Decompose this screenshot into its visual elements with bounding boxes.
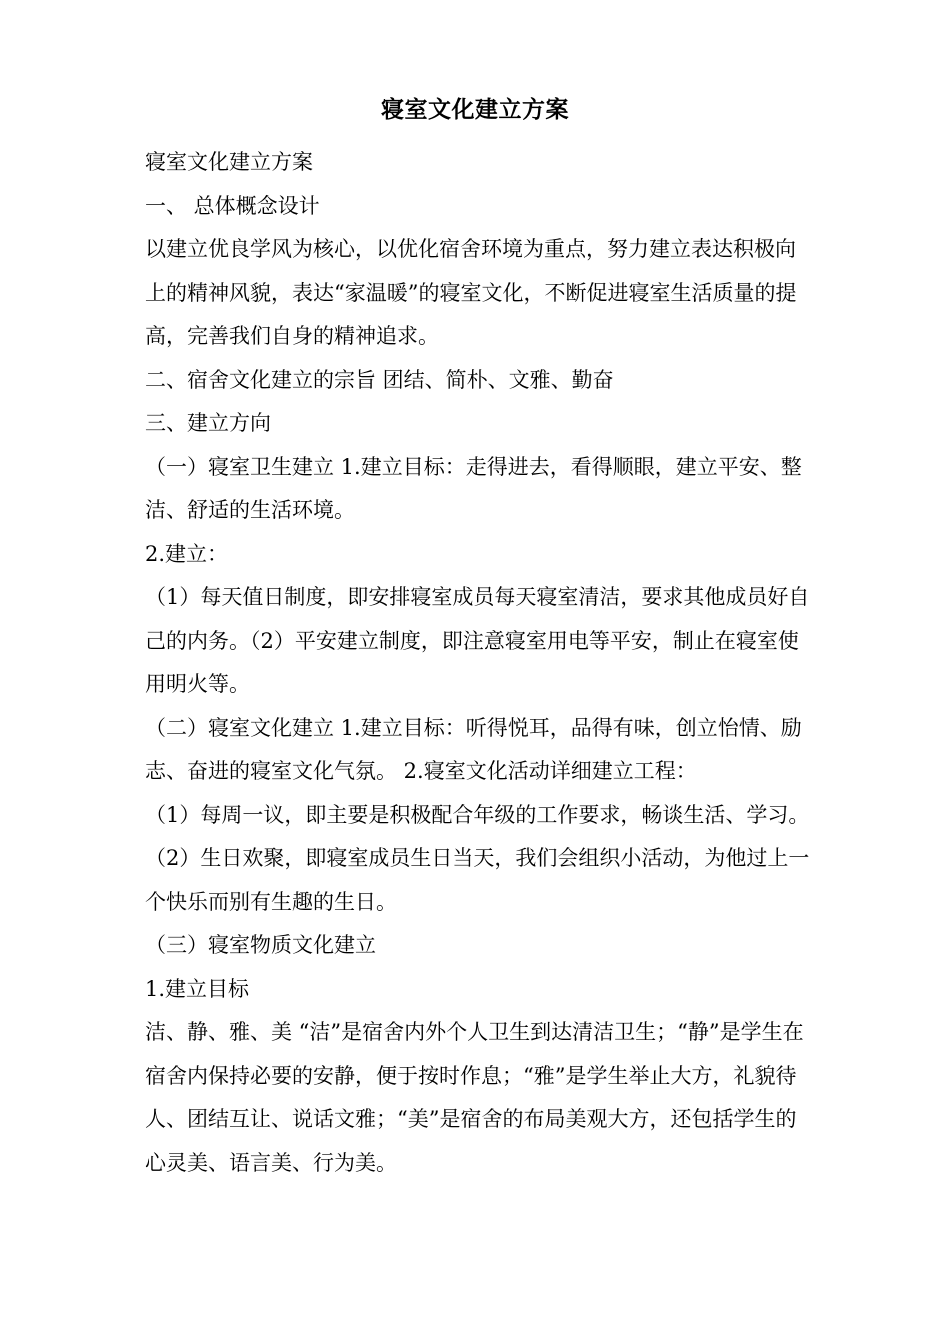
paragraph-section-1-heading: 一、 总体概念设计 xyxy=(145,193,320,218)
paragraph-concept: 以建立优良学风为核心，以优化宿舍环境为重点，努力建立表达积极向上的精神风貌，表达“家温暖”的寝室文化，不断促进寝室生活质量的提高，完善我们自身的精神追求。 xyxy=(145,237,797,348)
paragraph-section-3-heading: 三、建立方向 xyxy=(145,411,271,435)
paragraph-hygiene-goal: （一）寝室卫生建立 1.建立目标：走得进去，看得顺眼，建立平安、整洁、舒适的生活环境。 xyxy=(145,454,802,522)
paragraph-hygiene-build-heading: 2.建立： xyxy=(145,541,229,566)
paragraph-culture-goal: （二）寝室文化建立 1.建立目标：听得悦耳，品得有味，创立怡情、励志、奋进的寝室文化气氛。 2.寝室文化活动详细建立工程： xyxy=(145,715,802,783)
paragraph-section-2-heading: 二、宿舍文化建立的宗旨 团结、简朴、文雅、勤奋 xyxy=(145,367,614,392)
paragraph-material-goal: 洁、静、雅、美 “洁”是宿舍内外个人卫生到达清洁卫生；“静”是学生在宿舍内保持必要的安静，便于按时作息；“雅”是学生举止大方，礼貌待人、团结互让、说话文雅；“美”是宿舍的布局美观大方，还包括学生的心灵美、语言美、行为美。 xyxy=(145,1020,804,1175)
document-title: 寝室文化建立方案 xyxy=(381,97,569,123)
paragraph-hygiene-rules: （1）每天值日制度，即安排寝室成员每天寝室清洁，要求其他成员好自己的内务。（2）平安建立制度，即注意寝室用电等平安，制止在寝室使用明火等。 xyxy=(145,585,810,696)
paragraph-subtitle: 寝室文化建立方案 xyxy=(145,150,313,174)
document-body xyxy=(145,141,810,1185)
paragraph-culture-activities: （1）每周一议，即主要是积极配合年级的工作要求，畅谈生活、学习。 （2）生日欢聚，即寝室成员生日当天，我们会组织小活动，为他过上一个快乐而别有生趣的生日。 xyxy=(145,802,810,914)
paragraph-material-heading: （三）寝室物质文化建立 xyxy=(145,933,376,957)
paragraph-material-goal-heading: 1.建立目标 xyxy=(145,976,250,1001)
